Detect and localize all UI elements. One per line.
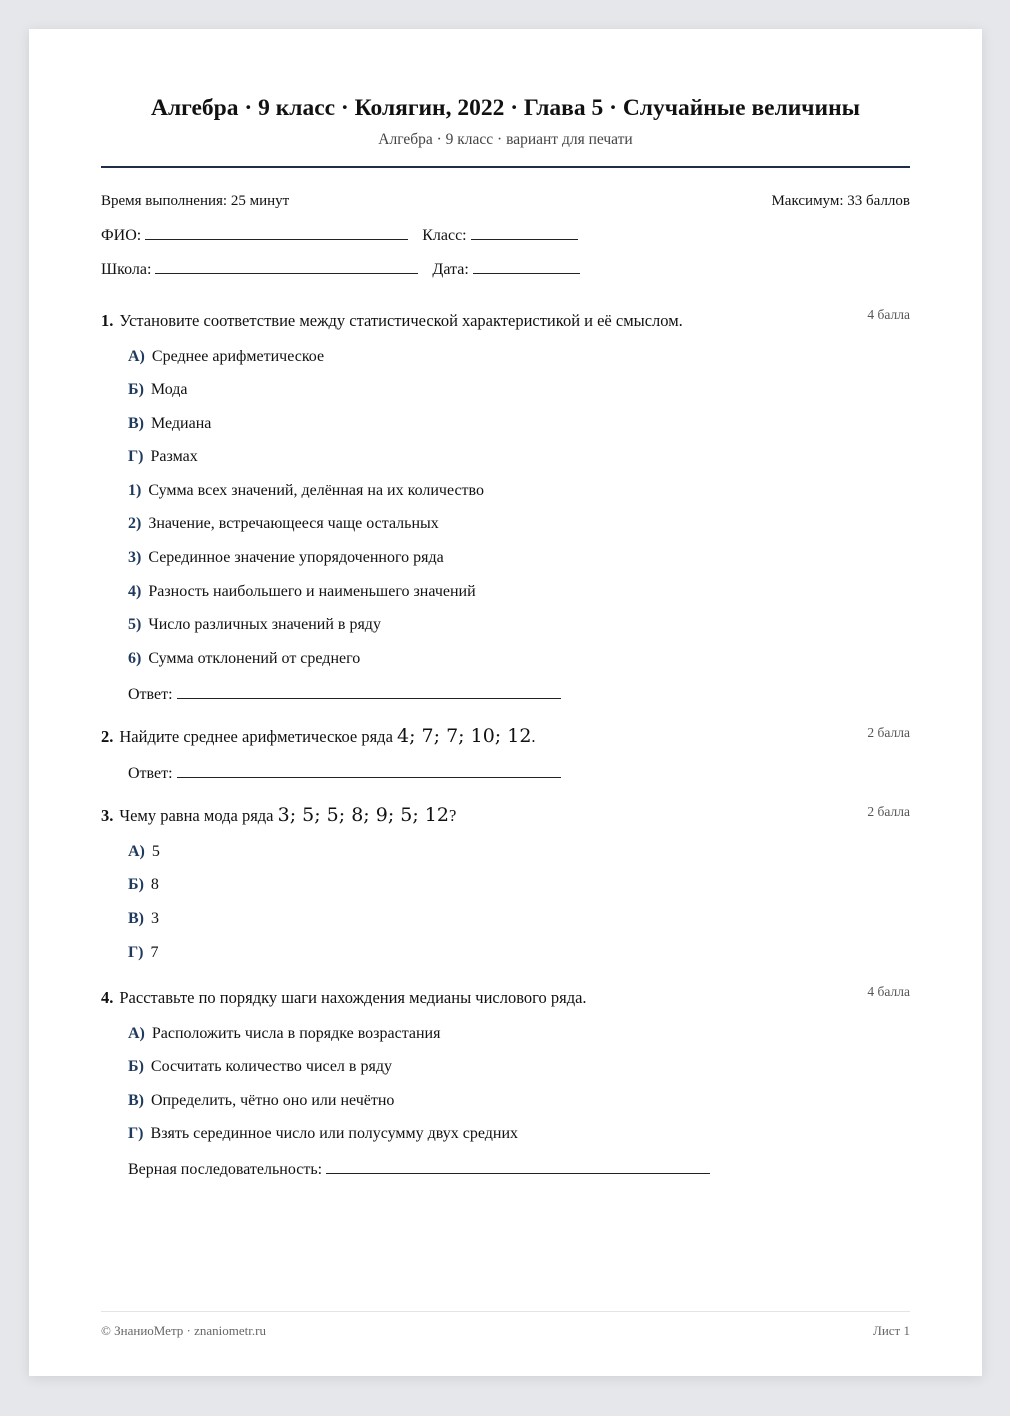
question-number: 4.	[101, 988, 114, 1007]
question-number: 2.	[101, 727, 114, 746]
fio-row	[101, 225, 578, 245]
answer-row-4	[128, 1159, 710, 1179]
page-subtitle: Алгебра · 9 класс · вариант для печати	[378, 131, 633, 148]
max-score: Максимум: 33 баллов	[771, 193, 910, 209]
worksheet-page	[29, 29, 982, 1376]
question-text: Расставьте по порядку шаги нахождения медианы числового ряда.	[119, 988, 587, 1007]
klass-input-line[interactable]	[471, 225, 578, 240]
question-number: 3.	[101, 806, 114, 825]
question-points: 4 балла	[867, 984, 910, 999]
sequence-step: А) Расположить числа в порядке возрастания	[128, 1025, 441, 1042]
match-right-item: 4) Разность наибольшего и наименьшего значений	[128, 583, 476, 600]
meta-row	[101, 193, 910, 210]
answer-row-2	[128, 763, 561, 783]
match-left-item: В) Медиана	[128, 415, 212, 432]
match-left-item: Б) Мода	[128, 381, 188, 398]
answer-row-1	[128, 684, 561, 704]
answer-input-line[interactable]	[177, 684, 561, 699]
answer-label: Верная последовательность:	[128, 1161, 323, 1178]
match-left-item: Г) Размах	[128, 448, 198, 465]
question-1	[101, 307, 910, 331]
fio-label: ФИО:	[101, 227, 142, 244]
date-label: Дата:	[432, 261, 469, 278]
answer-input-line[interactable]	[177, 763, 561, 778]
match-right-item: 6) Сумма отклонений от среднего	[128, 650, 361, 667]
answer-label: Ответ:	[128, 686, 173, 703]
match-right-item: 1) Сумма всех значений, делённая на их количество	[128, 482, 484, 499]
answer-label: Ответ:	[128, 765, 173, 782]
sheet-number: Лист 1	[873, 1323, 910, 1338]
header-divider	[101, 166, 910, 168]
answer-option[interactable]: Г) 7	[128, 944, 159, 961]
page-title: Алгебра · 9 класс · Колягин, 2022 · Глава 5 · Случайные величины	[150, 95, 860, 121]
question-number: 1.	[101, 311, 114, 330]
question-points: 4 балла	[867, 307, 910, 322]
question-3: 3. Чему равна мода ряда 3; 5; 5; 8; 9; 5; 12? 2 балла	[101, 804, 910, 826]
answer-option[interactable]: В) 3	[128, 910, 159, 927]
match-left-item: А) Среднее арифметическое	[128, 348, 325, 365]
sequence-step: В) Определить, чётно оно или нечётно	[128, 1092, 395, 1109]
footer-copyright: © ЗнаниоМетр · znaniometr.ru	[101, 1323, 266, 1338]
date-input-line[interactable]	[473, 259, 580, 274]
fio-input-line[interactable]	[145, 225, 408, 240]
school-label: Школа:	[101, 261, 152, 278]
number-series: 3; 5; 5; 8; 9; 5; 12	[277, 804, 449, 826]
number-series: 4; 7; 7; 10; 12	[397, 725, 532, 747]
question-4	[101, 984, 910, 1008]
match-right-item: 2) Значение, встречающееся чаще остальных	[128, 515, 439, 532]
answer-option[interactable]: Б) 8	[128, 876, 159, 893]
answer-input-line[interactable]	[326, 1159, 710, 1174]
question-text: Установите соответствие между статистической характеристикой и её смыслом.	[119, 311, 683, 330]
klass-label: Класс:	[422, 227, 467, 244]
match-right-item: 5) Число различных значений в ряду	[128, 616, 381, 633]
footer	[101, 1323, 910, 1339]
school-row	[101, 259, 580, 279]
sequence-step: Г) Взять серединное число или полусумму двух средних	[128, 1125, 519, 1142]
match-right-item: 3) Серединное значение упорядоченного ряда	[128, 549, 444, 566]
time-limit: Время выполнения: 25 минут	[101, 193, 290, 209]
sequence-step: Б) Сосчитать количество чисел в ряду	[128, 1058, 392, 1075]
question-points: 2 балла	[867, 804, 910, 819]
question-points: 2 балла	[867, 725, 910, 740]
question-2: 2. Найдите среднее арифметическое ряда 4; 7; 7; 10; 12. 2 балла	[101, 725, 910, 747]
question-text: Найдите среднее арифметическое ряда	[119, 727, 398, 746]
question-text: Чему равна мода ряда	[119, 806, 278, 825]
footer-divider	[101, 1311, 910, 1312]
answer-option[interactable]: А) 5	[128, 843, 160, 860]
school-input-line[interactable]	[155, 259, 418, 274]
